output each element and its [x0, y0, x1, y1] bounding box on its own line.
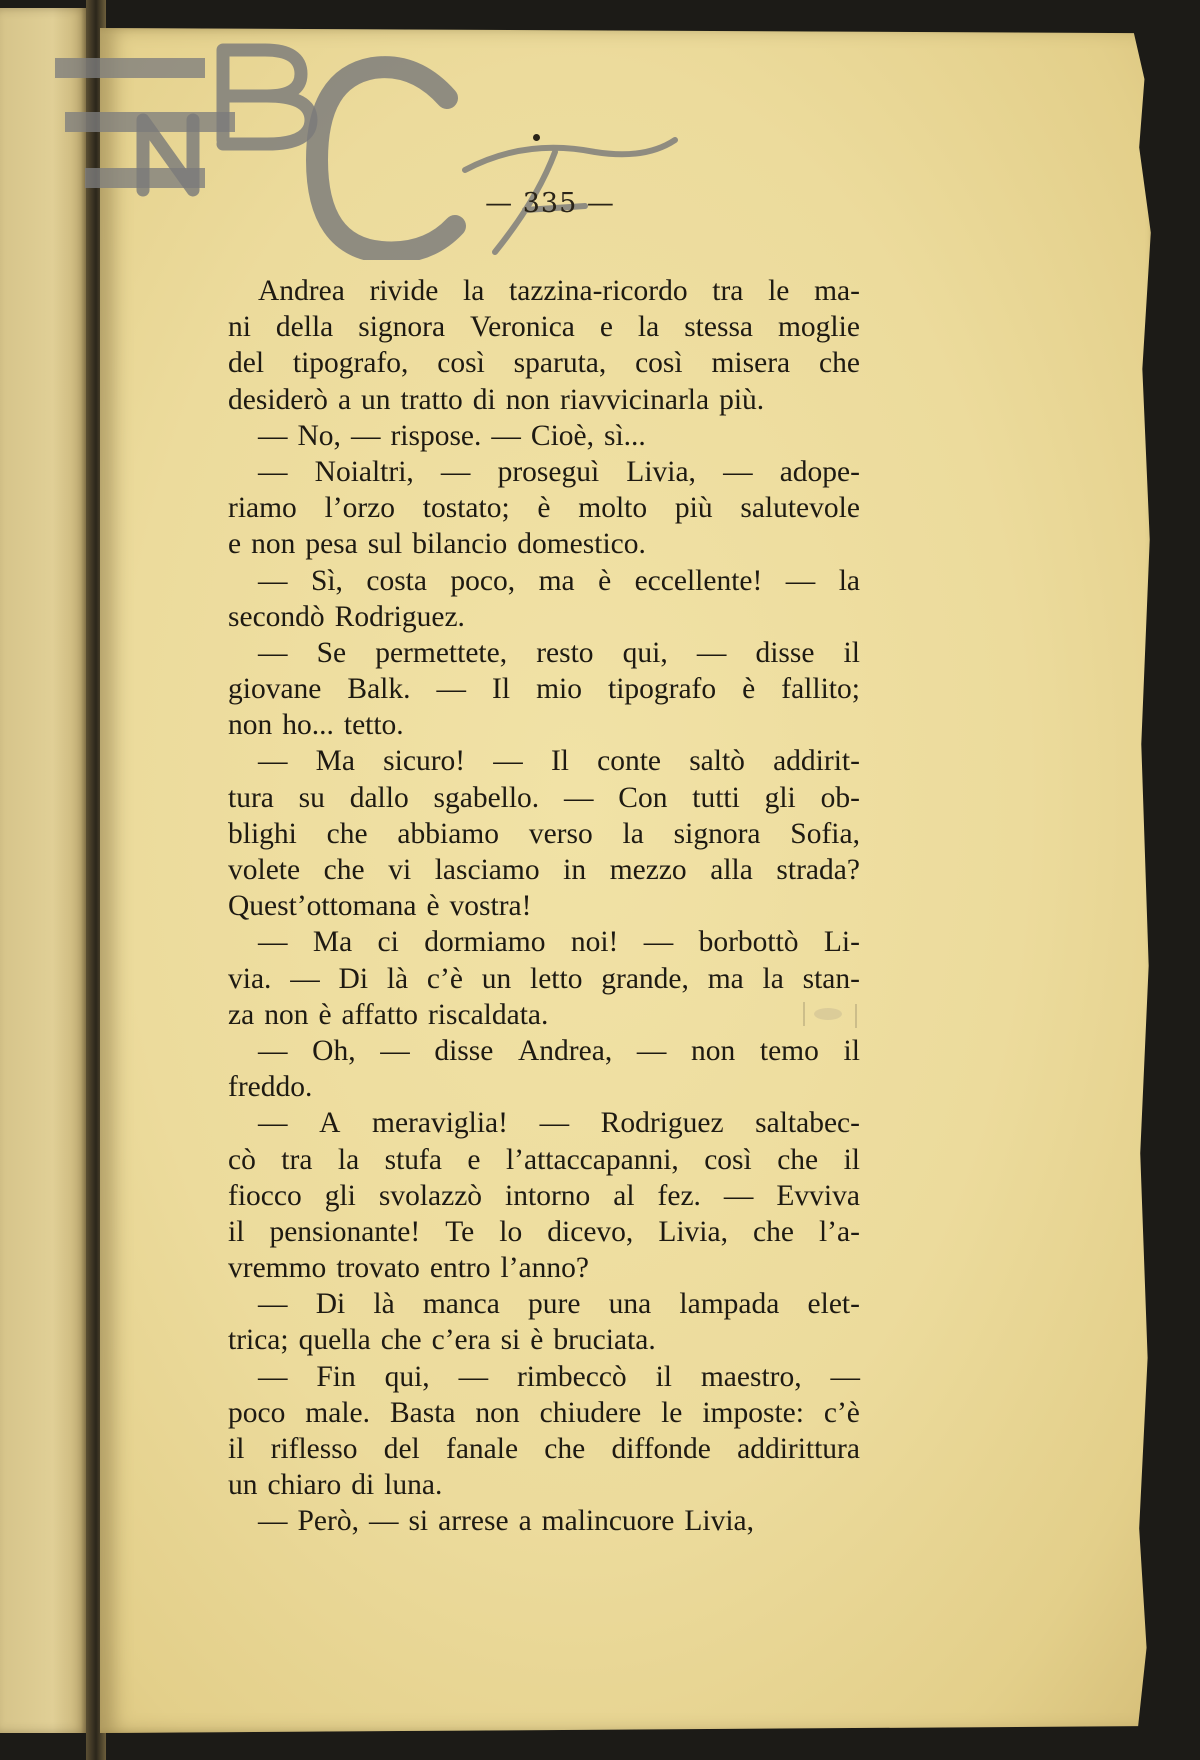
text-line — [228, 490, 860, 526]
text-line — [228, 309, 860, 345]
text-word: al — [613, 1179, 635, 1212]
text-line — [228, 1142, 860, 1178]
text-word: a — [337, 383, 352, 416]
text-word: della — [275, 311, 334, 344]
text-word: desiderò — [228, 383, 328, 416]
text-word: conte — [597, 745, 662, 778]
text-word: Di — [315, 1288, 346, 1321]
text-word: strada? — [776, 854, 860, 886]
text-word: Livia, — [658, 1215, 728, 1248]
text-word: signora — [673, 817, 761, 850]
text-word: Basta — [389, 1396, 456, 1429]
text-word: moglie — [777, 311, 860, 344]
text-word: tra — [712, 275, 744, 307]
text-line — [228, 1105, 860, 1141]
text-word: là — [373, 1288, 395, 1321]
text-word: riavvicinarla — [560, 383, 710, 416]
text-line — [228, 273, 860, 309]
text-word: c’è — [426, 962, 463, 995]
text-word: che — [818, 347, 860, 380]
text-word: stufa — [384, 1143, 442, 1176]
text-word: secondò — [228, 600, 325, 633]
text-word: stessa — [684, 311, 754, 344]
text-word: che — [753, 1215, 794, 1248]
text-word: così — [437, 347, 485, 380]
text-line — [228, 1503, 860, 1539]
text-word: gli — [324, 1179, 356, 1212]
text-line — [228, 961, 860, 997]
text-word: non — [228, 709, 273, 742]
text-word: dallo — [349, 781, 409, 814]
text-line — [228, 852, 860, 888]
text-word: Andrea — [258, 275, 345, 307]
text-word: — — [350, 419, 381, 452]
text-word: così — [635, 347, 683, 380]
text-word: No, — [297, 419, 341, 452]
text-word: noi! — [570, 926, 619, 959]
text-word: — — [636, 1034, 667, 1067]
text-line — [228, 707, 860, 743]
text-line — [228, 671, 860, 707]
text-line — [228, 1431, 860, 1467]
text-word: male. — [305, 1396, 370, 1429]
text-word: riscaldata. — [427, 998, 549, 1031]
text-word: arrese — [438, 1505, 509, 1538]
text-word: l’a- — [818, 1215, 860, 1248]
text-word: chiudere — [539, 1396, 642, 1429]
text-word: tipografo — [608, 673, 717, 706]
text-word: trovato — [336, 1252, 420, 1285]
text-word: — — [723, 1179, 754, 1212]
text-word: del — [228, 347, 265, 380]
text-word: non — [475, 1396, 520, 1429]
text-word: Sì, — [310, 564, 343, 597]
text-word: ma- — [814, 275, 860, 307]
text-word: luna. — [384, 1469, 443, 1502]
text-line — [228, 635, 860, 671]
text-word: — — [258, 1505, 288, 1538]
text-word: dormiamo — [424, 926, 546, 959]
text-word: poco, — [450, 564, 516, 597]
text-word: signora — [358, 311, 446, 344]
text-word: malincuore — [541, 1505, 675, 1538]
text-word: Cioè, — [530, 419, 594, 452]
text-word: le — [661, 1396, 683, 1429]
text-line — [228, 888, 860, 924]
text-word: fanale — [446, 1433, 519, 1465]
text-word: e — [599, 311, 613, 344]
text-word: è — [426, 890, 440, 923]
text-word: vi — [388, 854, 412, 886]
text-word: c’è — [823, 1396, 860, 1429]
text-word: trica; — [228, 1324, 289, 1357]
text-word: disse — [755, 636, 815, 669]
text-word: riflesso — [270, 1433, 358, 1465]
text-word: — — [258, 1288, 288, 1321]
text-word: — — [258, 1360, 288, 1393]
text-word: l’attaccapanni, — [505, 1143, 679, 1176]
text-word: il — [655, 1360, 672, 1393]
text-word: il — [843, 1034, 860, 1067]
text-line — [228, 345, 860, 381]
text-word: svolazzò — [378, 1179, 483, 1212]
text-line — [228, 1250, 860, 1286]
text-line — [228, 743, 860, 779]
left-page-edge — [0, 8, 88, 1733]
text-word: — — [368, 1505, 399, 1538]
text-word: è — [537, 492, 551, 525]
text-word: è — [598, 564, 612, 597]
text-word: saltò — [689, 745, 745, 778]
text-word: — — [258, 455, 288, 488]
text-word: temo — [759, 1034, 819, 1067]
text-word: blighi — [228, 817, 297, 850]
page-number: — 335 — — [485, 188, 615, 219]
text-word: a — [518, 1505, 532, 1538]
text-word: Oh, — [312, 1034, 356, 1067]
text-word: adope- — [779, 455, 860, 488]
text-word: via. — [228, 962, 272, 995]
paper-stain — [800, 1000, 860, 1030]
text-word: rimbeccò — [516, 1360, 627, 1393]
text-word: Te — [445, 1215, 475, 1248]
text-word: un — [481, 962, 512, 995]
watermark-letter-c — [317, 67, 455, 252]
text-word: vostra! — [449, 890, 532, 923]
text-line — [228, 780, 860, 816]
text-word: — — [696, 636, 727, 669]
text-word: si — [408, 1505, 429, 1538]
text-word: Livia, — [626, 455, 696, 488]
text-word: di — [472, 383, 496, 416]
text-word: fez. — [657, 1179, 701, 1212]
text-word: chiaro — [267, 1469, 342, 1502]
text-word: abbiamo — [397, 817, 499, 850]
text-word: meraviglia! — [372, 1107, 508, 1140]
text-word: è — [530, 1324, 544, 1357]
text-word: l’orzo — [324, 492, 396, 525]
text-word: Di — [338, 962, 369, 995]
text-word: più. — [719, 383, 765, 416]
text-word: tipografo, — [292, 347, 409, 380]
text-word: sul — [367, 528, 403, 561]
text-line — [228, 816, 860, 852]
text-line — [228, 454, 860, 490]
text-word: verso — [528, 817, 593, 850]
text-word: si — [500, 1324, 521, 1357]
page-text-body — [228, 273, 860, 1540]
text-word: maestro, — [700, 1360, 802, 1393]
text-word: tetto. — [343, 709, 404, 742]
text-line — [228, 418, 860, 454]
text-word: pure — [528, 1288, 581, 1321]
text-word: tostato; — [422, 492, 510, 525]
text-word: giovane — [228, 673, 322, 706]
text-word: la — [463, 275, 485, 307]
text-word: Se — [316, 636, 347, 669]
text-word: le — [768, 275, 790, 307]
text-word: volete — [228, 854, 301, 886]
text-word: su — [298, 781, 325, 814]
text-word: ma — [538, 564, 575, 597]
text-word: ci — [377, 926, 399, 959]
text-word: più — [674, 492, 713, 525]
text-word: — — [258, 1034, 288, 1067]
text-word: sì... — [603, 419, 646, 452]
text-line — [228, 1033, 860, 1069]
text-word: fiocco — [228, 1179, 302, 1212]
text-word: resto — [536, 636, 594, 669]
text-word: dicevo, — [547, 1215, 634, 1248]
text-word: Ma — [315, 745, 355, 778]
text-word: cò — [228, 1143, 256, 1176]
text-line — [228, 1286, 860, 1322]
text-word: il — [228, 1433, 245, 1465]
text-line — [228, 526, 860, 562]
text-word: — — [440, 455, 471, 488]
text-word: permettete, — [375, 636, 508, 669]
text-word: sgabello. — [433, 781, 540, 814]
text-word: A — [319, 1107, 341, 1140]
text-word: Balk. — [347, 673, 411, 706]
text-word: — — [723, 455, 753, 488]
text-word: tutti — [692, 781, 740, 814]
text-word: la — [337, 1143, 360, 1176]
text-word: qui, — [384, 1360, 430, 1393]
text-word: — — [290, 962, 320, 995]
text-word: letto — [530, 962, 583, 995]
text-word: una — [608, 1288, 652, 1321]
text-word: Il — [492, 673, 511, 706]
text-word: saltabec- — [755, 1107, 860, 1140]
text-word: tra — [281, 1143, 313, 1176]
text-word: Con — [618, 781, 668, 814]
text-word: mezzo — [609, 854, 687, 886]
text-word: ma — [707, 962, 744, 995]
text-word: entro — [429, 1252, 491, 1285]
text-word: intorno — [505, 1179, 591, 1212]
text-word: non — [505, 383, 550, 416]
text-word: così — [704, 1143, 752, 1176]
watermark-letter-b — [223, 50, 311, 144]
text-word: — — [380, 1034, 410, 1067]
text-word: gli — [764, 781, 796, 814]
text-word: fallito; — [781, 673, 860, 706]
text-word: vremmo — [228, 1252, 327, 1285]
text-word: — — [830, 1360, 860, 1393]
text-word: — — [258, 636, 288, 669]
text-word: un — [361, 383, 391, 416]
text-word: il — [228, 1215, 245, 1248]
text-word: lampada — [679, 1288, 780, 1321]
text-word: è — [742, 673, 756, 706]
text-word: alla — [710, 854, 753, 886]
text-word: che — [326, 817, 368, 850]
text-word: del — [383, 1433, 420, 1465]
text-word: stan- — [802, 962, 860, 995]
text-word: — — [436, 673, 467, 706]
text-word: non — [264, 998, 309, 1031]
text-word: che — [777, 1143, 819, 1176]
text-line — [228, 1359, 860, 1395]
text-line — [228, 924, 860, 960]
text-word: — — [258, 564, 288, 597]
text-word: manca — [422, 1288, 500, 1321]
text-word: misera — [711, 347, 791, 380]
text-word: sparuta, — [513, 347, 607, 380]
text-word: Ma — [312, 926, 353, 959]
text-word: elet- — [807, 1288, 860, 1321]
text-line — [228, 599, 860, 635]
text-word: addirit- — [773, 745, 860, 778]
text-word: l’anno? — [500, 1252, 589, 1285]
text-word: e — [228, 528, 242, 561]
text-line — [228, 1069, 860, 1105]
text-word: Sofia, — [790, 817, 860, 850]
text-word: che — [544, 1433, 586, 1465]
library-watermark-logo — [55, 20, 705, 260]
text-word: imposte: — [702, 1396, 804, 1429]
text-word: riamo — [228, 492, 297, 525]
text-word: costa — [366, 564, 427, 597]
text-word: lasciamo — [434, 854, 540, 886]
text-word: bilancio — [412, 528, 508, 561]
text-word: — — [491, 419, 521, 452]
text-word: non — [690, 1034, 736, 1067]
text-word: addirittura — [737, 1433, 860, 1465]
text-word: mio — [536, 673, 582, 706]
text-word: freddo. — [228, 1071, 313, 1104]
text-word: molto — [578, 492, 648, 525]
text-word: Veronica — [470, 311, 575, 344]
text-word: Però, — [297, 1505, 359, 1538]
text-word: Il — [550, 745, 569, 778]
watermark-bar — [55, 58, 205, 78]
text-word: — — [539, 1107, 570, 1140]
text-word: disse — [434, 1034, 494, 1067]
text-word: la — [838, 564, 860, 597]
text-line — [228, 382, 860, 418]
text-word: rivide — [369, 275, 439, 307]
text-word: Rodriguez. — [334, 600, 465, 633]
text-word: ho... — [282, 709, 334, 742]
text-word: un — [228, 1469, 258, 1502]
text-word: Noialtri, — [314, 455, 414, 488]
text-line — [228, 1214, 860, 1250]
text-word: quella — [298, 1324, 371, 1357]
text-word: in — [563, 854, 587, 886]
text-word: Quest’ottomana — [228, 890, 417, 923]
text-word: rispose. — [390, 419, 482, 452]
text-word: Fin — [316, 1360, 356, 1393]
text-word: la — [622, 817, 644, 850]
text-word: — — [258, 926, 288, 959]
text-word: Livia, — [684, 1505, 754, 1538]
text-word: salutevole — [740, 492, 860, 525]
text-word: e — [467, 1143, 481, 1176]
text-word: domestico. — [517, 528, 646, 561]
text-word: il — [843, 1143, 860, 1176]
text-line — [228, 1395, 860, 1431]
text-word: ob- — [820, 781, 860, 814]
text-word: eccellente! — [634, 564, 763, 597]
text-word: pesa — [305, 528, 358, 561]
text-word: — — [458, 1360, 489, 1393]
text-word: ni — [228, 311, 251, 344]
text-word: — — [258, 745, 288, 778]
text-word: è — [318, 998, 332, 1031]
text-word: borbottò — [698, 926, 799, 959]
text-word: — — [563, 781, 594, 814]
text-word: lo — [499, 1215, 523, 1248]
text-line — [228, 563, 860, 599]
text-word: — — [643, 926, 674, 959]
text-word: Li- — [823, 926, 860, 959]
text-word: di — [351, 1469, 375, 1502]
text-line — [228, 1467, 860, 1503]
text-word: diffonde — [611, 1433, 711, 1465]
text-line — [228, 997, 860, 1033]
text-word: che — [323, 854, 365, 886]
text-word: tazzina-ricordo — [509, 275, 688, 307]
text-word: tratto — [400, 383, 463, 416]
ink-dot — [533, 134, 540, 141]
text-word: la — [637, 311, 660, 344]
text-word: Rodriguez — [600, 1107, 724, 1140]
text-word: — — [493, 745, 523, 778]
text-word: là — [386, 962, 409, 995]
text-word: che — [380, 1324, 422, 1357]
text-word: qui, — [622, 636, 668, 669]
text-word: — — [258, 1107, 288, 1140]
text-word: Evviva — [776, 1179, 860, 1212]
text-word: il — [843, 636, 860, 669]
text-word: poco — [228, 1396, 286, 1429]
text-word: Andrea, — [518, 1034, 613, 1067]
text-word: affatto — [341, 998, 418, 1031]
text-word: la — [762, 962, 784, 995]
text-word: pensionante! — [269, 1215, 421, 1248]
text-word: — — [258, 419, 288, 452]
text-word: proseguì — [497, 455, 600, 488]
text-word: non — [251, 528, 296, 561]
text-word: tura — [228, 781, 274, 814]
text-line — [228, 1178, 860, 1214]
text-word: bruciata. — [553, 1324, 656, 1357]
text-word: c’era — [431, 1324, 491, 1357]
text-word: za — [228, 998, 255, 1031]
text-word: — — [785, 564, 816, 597]
text-line — [228, 1322, 860, 1358]
text-word: grande, — [601, 962, 689, 995]
text-word: sicuro! — [383, 745, 466, 778]
